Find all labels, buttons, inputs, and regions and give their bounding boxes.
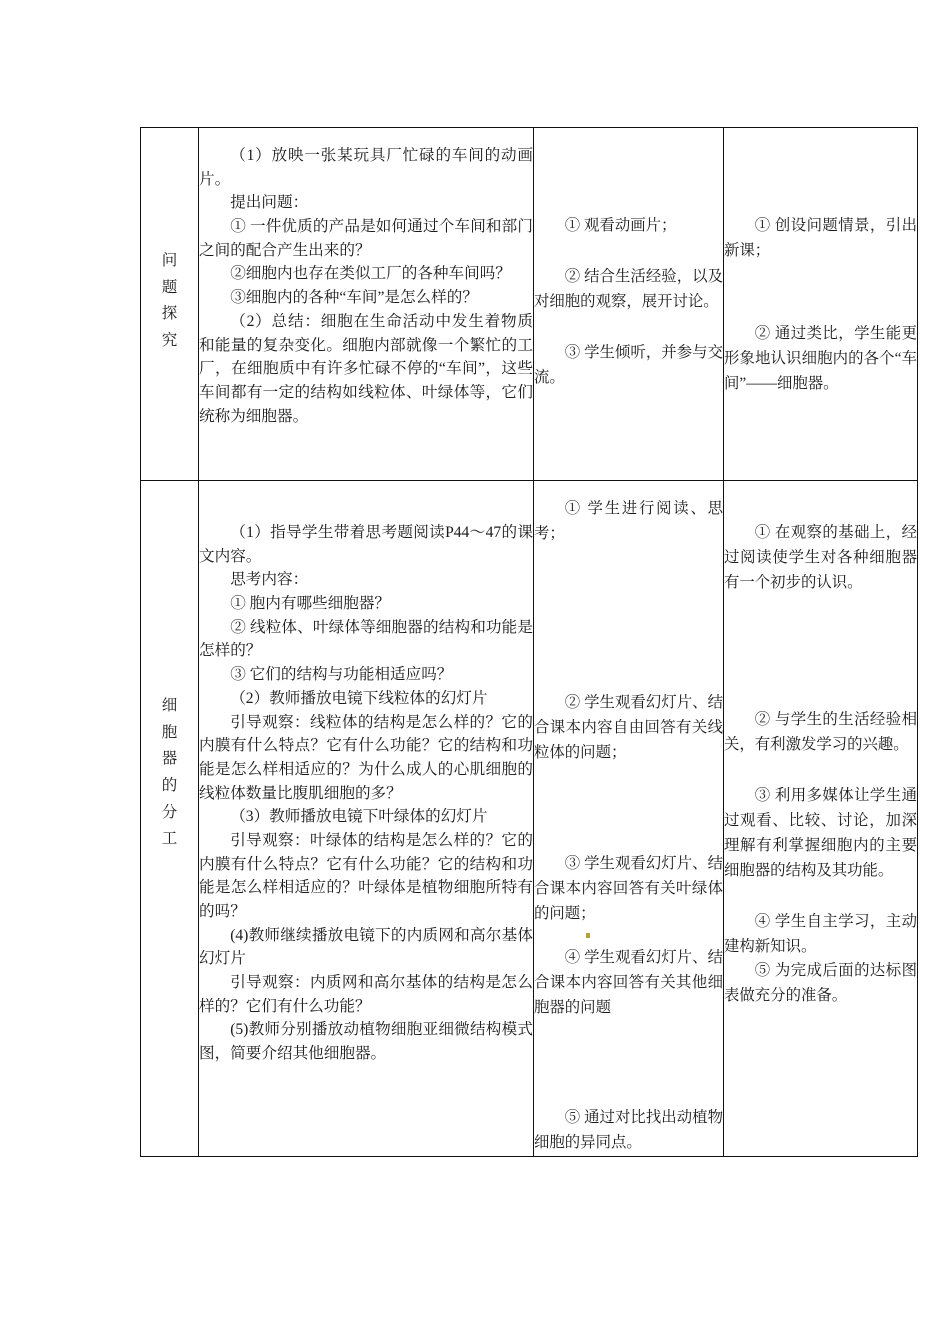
teacher-paragraph: 引导观察：叶绿体的结构是怎么样的？它的内膜有什么特点？它有什么功能？它的结构和功能是怎么样相适应的？叶绿体是植物细胞所特有的吗？ [199,831,533,920]
teacher-paragraph: 引导观察：内质网和高尔基体的结构是怎么样的？它们有什么功能？ [199,974,533,1015]
teacher-paragraph: ① 胞内有哪些细胞器？ [230,595,391,613]
teacher-paragraph: (4)教师继续播放电镜下的内质网和高尔基体幻灯片 [199,926,533,968]
intent-paragraph: ⑤ 为完成后面的达标图表做充分的准备。 [724,962,917,1005]
stage-label-row1 [141,248,198,355]
teacher-paragraph: 提出问题： [230,194,309,212]
table-row [141,128,918,481]
intent-paragraph: ② 通过类比，学生能更形象地认识细胞内的各个“车间”——细胞器。 [724,324,917,392]
teacher-paragraph: ③ 它们的结构与功能相适应吗？ [230,666,453,684]
teacher-activity-cell-row1 [199,128,534,481]
table-row [141,481,918,1157]
stage-label-row2 [141,693,198,853]
student-paragraph: ① 学生进行阅读、思考； [534,500,723,542]
stage-char: 题 [161,278,178,296]
student-paragraph: ① 观看动画片； [564,217,677,234]
spacer [724,758,917,784]
teacher-paragraph: （1）指导学生带着思考题阅读P44～47的课文内容。 [199,524,533,565]
spacer [534,633,723,691]
teacher-paragraph: (5)教师分别播放动植物细胞亚细微结构模式图，简要介绍其他细胞器。 [199,1021,533,1063]
teacher-paragraph: 引导观察：线粒体的结构是怎么样的？它的内膜有什么特点？它有什么功能？它的结构和功能是怎么样相适应的？为什么成人的心肌细胞的线粒体数量比腹肌细胞的多？ [199,713,533,802]
spacer [534,481,723,497]
design-intent-cell-row1 [724,128,918,481]
spacer [534,938,723,946]
lesson-plan-table-wrapper [140,127,917,1157]
teacher-paragraph: ③细胞内的各种“车间”是怎么样的？ [230,289,478,307]
student-activity-cell-row2 [534,481,724,1157]
student-paragraph: ② 结合生活经验，以及对细胞的观察，展开讨论。 [534,267,723,310]
intent-paragraph: ① 创设问题情景，引出新课； [724,217,917,259]
teacher-paragraph: ① 一件优质的产品是如何通过个车间和部门之间的配合产生出来的？ [199,218,533,259]
spacer [534,128,723,214]
intent-paragraph: ② 与学生的生活经验相关，有利激发学习的兴趣。 [724,710,917,753]
stage-char: 胞 [161,723,178,741]
intent-paragraph: ① 在观察的基础上，经过阅读使学生对各种细胞器有一个初步的认识。 [724,524,917,591]
stage-char: 究 [161,331,178,349]
intent-paragraph: ③ 利用多媒体让学生通过观看、比较、讨论，加深理解有利掌握细胞内的主要细胞器的结构及其功能。 [724,786,917,879]
teacher-paragraph: （3）教师播放电镜下叶绿体的幻灯片 [230,808,488,826]
stage-char: 器 [161,750,178,768]
spacer [534,547,723,633]
spacer [199,481,533,521]
student-activity-cell-row1 [534,128,724,481]
spacer [534,315,723,341]
spacer [724,481,917,521]
stage-label-cell-row2 [141,481,199,1157]
spacer [724,682,917,708]
teacher-paragraph: （2）教师播放电镜下线粒体的幻灯片 [230,689,488,707]
student-paragraph: ③ 学生观看幻灯片、结合课本内容回答有关叶绿体的问题； [534,854,723,922]
stage-char: 分 [161,803,178,821]
spacer [534,239,723,265]
lesson-plan-table [140,127,918,1157]
stage-char: 工 [161,830,178,848]
spacer [724,264,917,322]
intent-paragraph: ④ 学生自主学习，主动建构新知识。 [724,912,917,955]
student-paragraph: ② 学生观看幻灯片、结合课本内容自由回答有关线粒体的问题； [534,693,723,761]
stage-char: 细 [161,697,178,714]
design-intent-cell-row2 [724,481,918,1157]
stage-label-cell-row1 [141,128,199,481]
student-paragraph: ③ 学生倾听，并参与交流。 [534,343,723,386]
stage-char: 问 [161,252,178,269]
spacer [724,128,917,214]
teacher-paragraph: （2）总结：细胞在生命活动中发生着物质和能量的复杂变化。细胞内部就像一个繁忙的工厂，在细胞质中有许多忙碌不停的“车间”，这些车间都有一定的结构如线粒体、叶绿体等，它们统称为细胞器。 [199,312,533,425]
spacer [724,884,917,910]
spacer [199,128,533,144]
spacer [724,596,917,682]
stage-char: 探 [161,305,178,323]
teacher-paragraph: （1）放映一张某玩具厂忙碌的车间的动画片。 [199,147,533,188]
spacer [534,1020,723,1106]
spacer [534,766,723,852]
teacher-paragraph: ②细胞内也存在类似工厂的各种车间吗？ [230,265,511,283]
student-paragraph: ④ 学生观看幻灯片、结合课本内容回答有关其他细胞器的问题 [534,948,723,1016]
student-paragraph: ⑤ 通过对比找出动植物细胞的异同点。 [534,1109,723,1152]
stage-char: 的 [161,776,178,794]
teacher-activity-cell-row2 [199,481,534,1157]
teacher-paragraph: ② 线粒体、叶绿体等细胞器的结构和功能是怎样的？ [199,618,533,660]
teacher-paragraph: 思考内容： [230,571,309,589]
